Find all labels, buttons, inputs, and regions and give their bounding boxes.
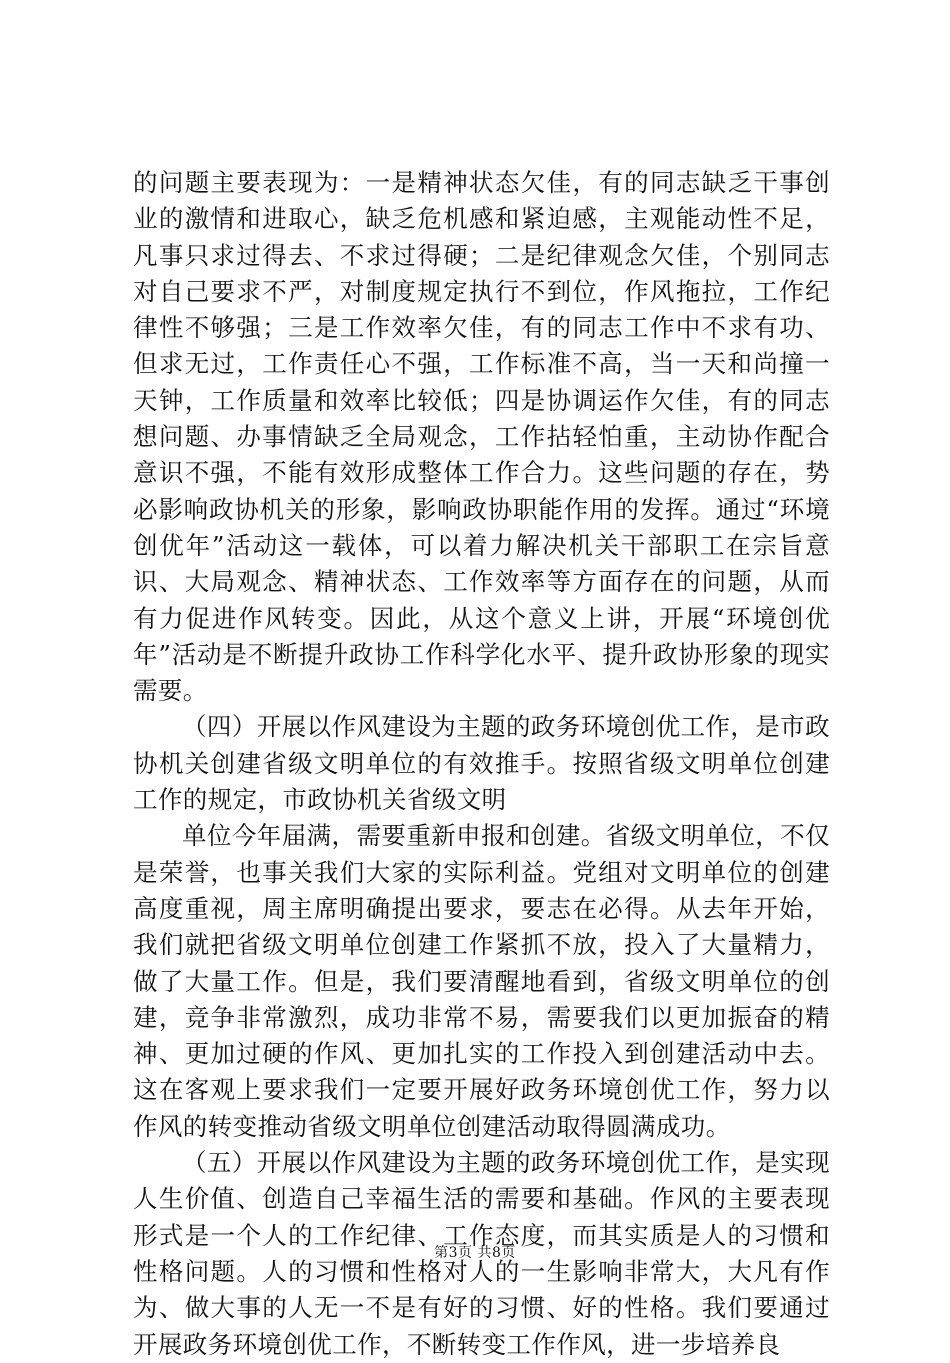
paragraph-section-five: （五）开展以作风建设为主题的政务环境创优工作，是实现人生价值、创造自己幸福生活的需要和基础。作风的主要表现形式是一个人的工作纪律、工作态度，而其实质是人的习惯和性格问题。人的习惯和性格对人的一生影响非常大，大凡有作为、做大事的人无一不是有好的习惯、好的性格。我们要通过开展政务环境创优工作，不断转变工作作风，进一步培养良 [133, 1148, 830, 1359]
page-number-footer: 第3页 共8页 [434, 1245, 516, 1261]
paragraph-continued-problems: 的问题主要表现为：一是精神状态欠佳，有的同志缺乏干事创业的激情和进取心，缺乏危机感和紧迫感，主观能动性不足，凡事只求过得去、不求过得硬；二是纪律观念欠佳，个别同志对自己要求不严，对制度规定执行不到位，作风拖拉，工作纪律性不够强；三是工作效率欠佳，有的同志工作中不求有功、但求无过，工作责任心不强，工作标准不高，当一天和尚撞一天钟，工作质量和效率比较低；四是协调运作欠佳，有的同志想问题、办事情缺乏全局观念，工作拈轻怕重，主动协作配合意识不强，不能有效形成整体工作合力。这些问题的存在，势必影响政协机关的形象，影响政协职能作用的发挥。通过“环境创优年”活动这一载体，可以着力解决机关干部职工在宗旨意识、大局观念、精神状态、工作效率等方面存在的问题，从而有力促进作风转变。因此，从这个意义上讲，开展“环境创优年”活动是不断提升政协工作科学化水平、提升政协形象的现实需要。 [133, 168, 830, 706]
paragraph-civilized-unit: 单位今年届满，需要重新申报和创建。省级文明单位，不仅是荣誉，也事关我们大家的实际利益。党组对文明单位的创建高度重视，周主席明确提出要求，要志在必得。从去年开始，我们就把省级文明单位创建工作紧抓不放，投入了大量精力，做了大量工作。但是，我们要清醒地看到，省级文明单位的创建，竞争非常激烈，成功非常不易，需要我们以更加振奋的精神、更加过硬的作风、更加扎实的工作投入到创建活动中去。这在客观上要求我们一定要开展好政务环境创优工作，努力以作风的转变推动省级文明单位创建活动取得圆满成功。 [133, 821, 830, 1141]
paragraph-section-four: （四）开展以作风建设为主题的政务环境创优工作，是市政协机关创建省级文明单位的有效推手。按照省级文明单位创建工作的规定，市政协机关省级文明 [133, 712, 830, 815]
document-body [133, 165, 830, 1363]
